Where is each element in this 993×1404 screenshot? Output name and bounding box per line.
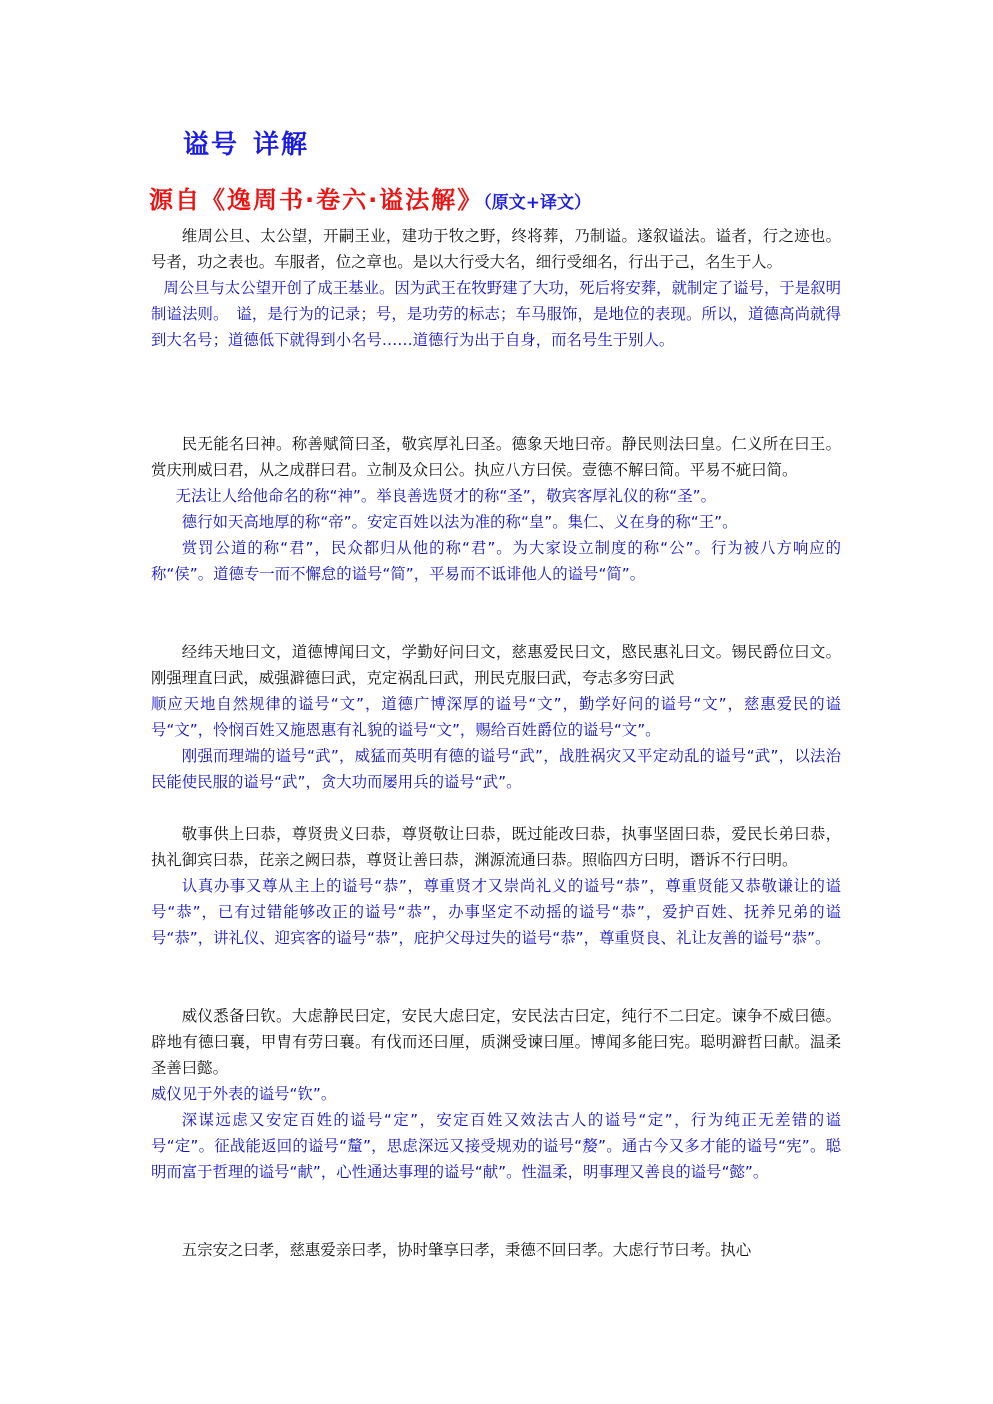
section-gong-ming — [151, 821, 841, 951]
translation-text: 认真办事又尊从主上的谥号“恭”，尊重贤才又崇尚礼义的谥号“恭”，尊重贤能又恭敬谦让的谥号“恭”，已有过错能够改正的谥号“恭”，办事坚定不动摇的谥号“恭”，爱护百姓、抚养兄弟的谥号“恭”，讲礼仪、迎宾客的谥号“恭”，庇护父母过失的谥号“恭”，尊重贤良、礼让友善的谥号“恭”。 — [151, 877, 841, 947]
section-intro — [151, 223, 841, 353]
translation-text: 赏罚公道的称“君”，民众都归从他的称“君”。为大家设立制度的称“公”。行为被八方响应的称“侯”。道德专一而不懈怠的谥号“简”，平易而不诋诽他人的谥号“简”。 — [151, 539, 841, 583]
translation-text: 深谋远虑又安定百姓的谥号“定”，安定百姓又效法古人的谥号“定”，行为纯正无差错的谥号“定”。征战能返回的谥号“釐”，思虑深远又接受规劝的谥号“嫠”。通古今又多才能的谥号“宪”。聪明而富于哲理的谥号“献”，心性通达事理的谥号“献”。性温柔，明事理又善良的谥号“懿”。 — [151, 1111, 841, 1181]
page-subtitle — [149, 180, 591, 215]
original-text: 五宗安之曰孝，慈惠爱亲曰孝，协时肇享曰孝，秉德不回曰孝。大虑行节曰考。执心 — [181, 1241, 752, 1259]
title-part-2: 详解 — [253, 130, 310, 160]
translation-text: 德行如天高地厚的称“帝”。安定百姓以法为准的称“皇”。集仁、义在身的称“王”。 — [181, 513, 738, 531]
original-text: 民无能名曰神。称善赋简曰圣，敬宾厚礼曰圣。德象天地曰帝。静民则法曰皇。仁义所在曰王。赏庆刑威曰君，从之成群曰君。立制及众曰公。执应八方曰侯。壹德不解曰简。平易不疵曰简。 — [151, 435, 841, 479]
page-title — [183, 124, 309, 161]
original-text: 经纬天地曰文，道德博闻曰文，学勤好问曰文，慈惠爱民曰文，愍民惠礼曰文。锡民爵位曰文。刚强理直曰武，威强澼德曰武，克定祸乱曰武，刑民克服曰武，夸志多穷曰武 — [151, 643, 841, 687]
section-shen-sheng — [151, 431, 841, 587]
original-text: 维周公旦、太公望，开嗣王业，建功于牧之野，终将葬，乃制谥。遂叙谥法。谥者，行之迹也。号者，功之表也。车服者，位之章也。是以大行受大名，细行受细名，行出于己，名生于人。 — [151, 227, 841, 271]
translation-text: 无法让人给他命名的称“神”。举良善选贤才的称“圣”，敬宾客厚礼仪的称“圣”。 — [175, 487, 716, 505]
translation-text: 顺应天地自然规律的谥号“文”，道德广博深厚的谥号“文”，勤学好问的谥号“文”，慈惠爱民的谥号“文”，怜悯百姓又施恩惠有礼貌的谥号“文”，赐给百姓爵位的谥号“文”。 — [151, 695, 841, 739]
section-wen-wu — [151, 639, 841, 795]
title-part-1: 谥号 — [183, 130, 240, 160]
original-text: 威仪悉备曰钦。大虑静民曰定，安民大虑曰定，安民法古曰定，纯行不二曰定。谏争不威曰德。辟地有德曰襄，甲胄有劳曰襄。有伐而还曰厘，质渊受谏曰厘。博闻多能曰宪。聪明澼哲曰献。温柔圣善曰懿。 — [151, 1007, 841, 1077]
original-text: 敬事供上曰恭，尊贤贵义曰恭，尊贤敬让曰恭，既过能改曰恭，执事坚固曰恭，爱民长弟曰恭，执礼御宾曰恭，芘亲之阙曰恭，尊贤让善曰恭，渊源流通曰恭。照临四方曰明，谮诉不行曰明。 — [151, 825, 841, 869]
source-heading: 源自《逸周书·卷六·谥法解》 — [149, 186, 484, 214]
source-note: （原文+译文） — [483, 193, 591, 213]
translation-text: 刚强而理端的谥号“武”，威猛而英明有德的谥号“武”，战胜祸灾又平定动乱的谥号“武”，以法治民能使民服的谥号“武”，贪大功而屡用兵的谥号“武”。 — [151, 747, 841, 791]
translation-text: 周公旦与太公望开创了成王基业。因为武王在牧野建了大功，死后将安葬，就制定了谥号，于是叙明制谥法则。 谥，是行为的记录；号，是功劳的标志；车马服饰，是地位的表现。所以，道德高尚就得到大名号；道德低下就得到小名号……道德行为出于自身，而名号生于别人。 — [151, 279, 841, 349]
section-qin-ding — [151, 1003, 841, 1185]
section-xiao — [151, 1237, 841, 1263]
translation-text: 威仪见于外表的谥号“钦”。 — [151, 1085, 337, 1103]
